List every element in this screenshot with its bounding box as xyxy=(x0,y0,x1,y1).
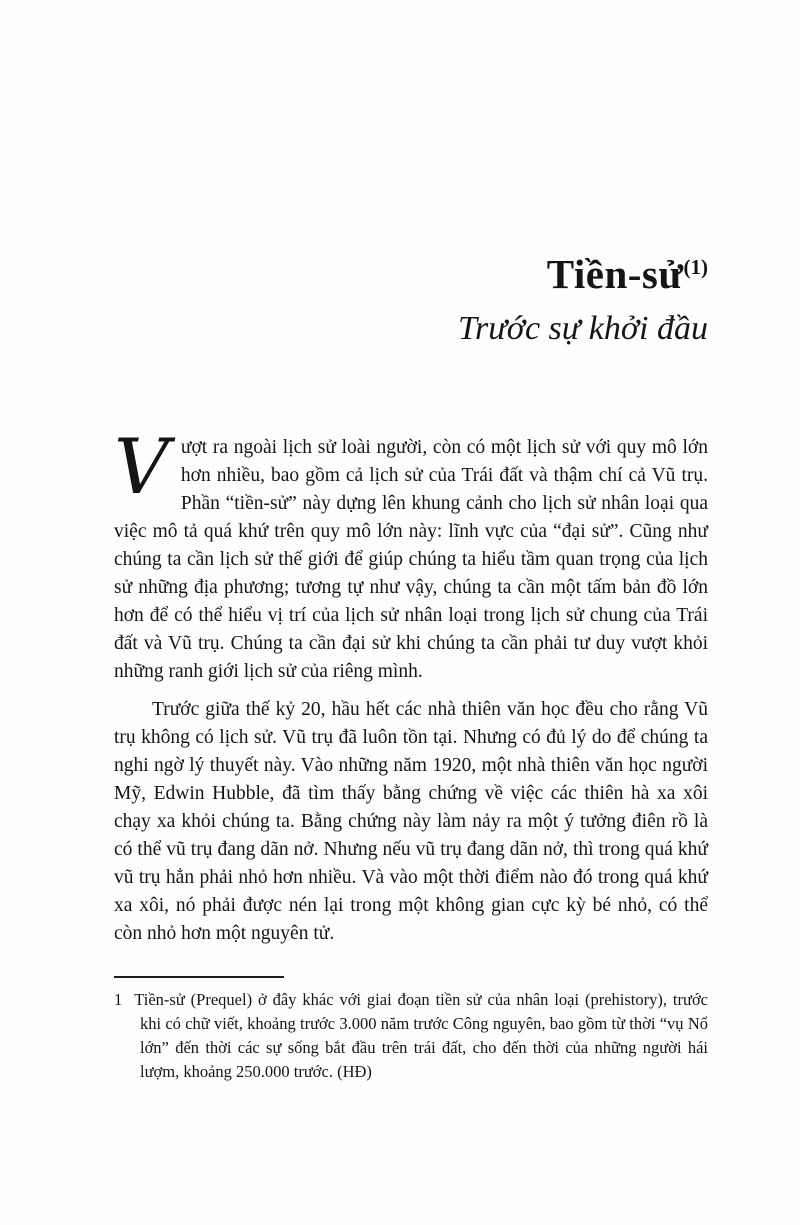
page-title xyxy=(114,252,708,297)
footnote-divider xyxy=(114,976,284,978)
page-subtitle: Trước sự khởi đầu xyxy=(457,310,708,348)
footnote xyxy=(114,988,708,1084)
footnote-text: Tiền-sử (Prequel) ở đây khác với giai đoạn tiền sử của nhân loại (prehistory), trước khi có chữ viết, khoảng trước 3.000 năm trước Công nguyên, bao gồm từ thời “vụ Nổ lớn” đến thời các sự sống bắt đầu trên trái đất, cho đến thời của những người hái lượm, khoảng 250.000 trước. (HĐ) xyxy=(134,990,708,1082)
paragraph-text: Trước giữa thế kỷ 20, hầu hết các nhà thiên văn học đều cho rằng Vũ trụ không có lịch sử. Vũ trụ đã luôn tồn tại. Nhưng có đủ lý do để chúng ta nghi ngờ lý thuyết này. Vào những năm 1920, một nhà thiên văn học người Mỹ, Edwin Hubble, đã tìm thấy bằng chứng về việc các thiên hà xa xôi chạy xa khỏi chúng ta. Bằng chứng này làm nảy ra một ý tưởng điên rồ là có thể vũ trụ đang dãn nở. Nhưng nếu vũ trụ đang dãn nở, thì trong quá khứ vũ trụ hẳn phải nhỏ hơn nhiều. Và vào một thời điểm nào đó trong quá khứ xa xôi, nó phải được nén lại trong một không gian cực kỳ bé nhỏ, có thể còn nhỏ hơn một nguyên tử. xyxy=(114,699,708,945)
drop-cap: V xyxy=(114,422,169,512)
footnote-section xyxy=(114,976,708,1084)
paragraph xyxy=(114,422,708,686)
paragraph-text: ượt ra ngoài lịch sử loài người, còn có một lịch sử với quy mô lớn hơn nhiều, bao gồm cả lịch sử của Trái đất và thậm chí cả Vũ trụ. Phần “tiền-sử” này dựng lên khung cảnh cho lịch sử nhân loại qua việc mô tả quá khứ trên quy mô lớn này: lĩnh vực của “đại sử”. Cũng như chúng ta cần lịch sử thế giới để giúp chúng ta hiểu tầm quan trọng của lịch sử những địa phương; tương tự như vậy, chúng ta cần một tấm bản đồ lớn hơn để có thể hiểu vị trí của lịch sử nhân loại trong lịch sử chung của Trái đất và Vũ trụ. Chúng ta cần đại sử khi chúng ta cần phải tư duy vượt khỏi những ranh giới lịch sử của riêng mình. xyxy=(114,437,708,683)
paragraph xyxy=(114,696,708,948)
footnote-marker: 1 xyxy=(114,990,123,1010)
chapter-heading xyxy=(114,252,708,348)
chapter-title-text: Tiền-sử xyxy=(546,251,684,297)
body-text xyxy=(114,422,708,948)
footnote-reference: (1) xyxy=(683,255,708,279)
